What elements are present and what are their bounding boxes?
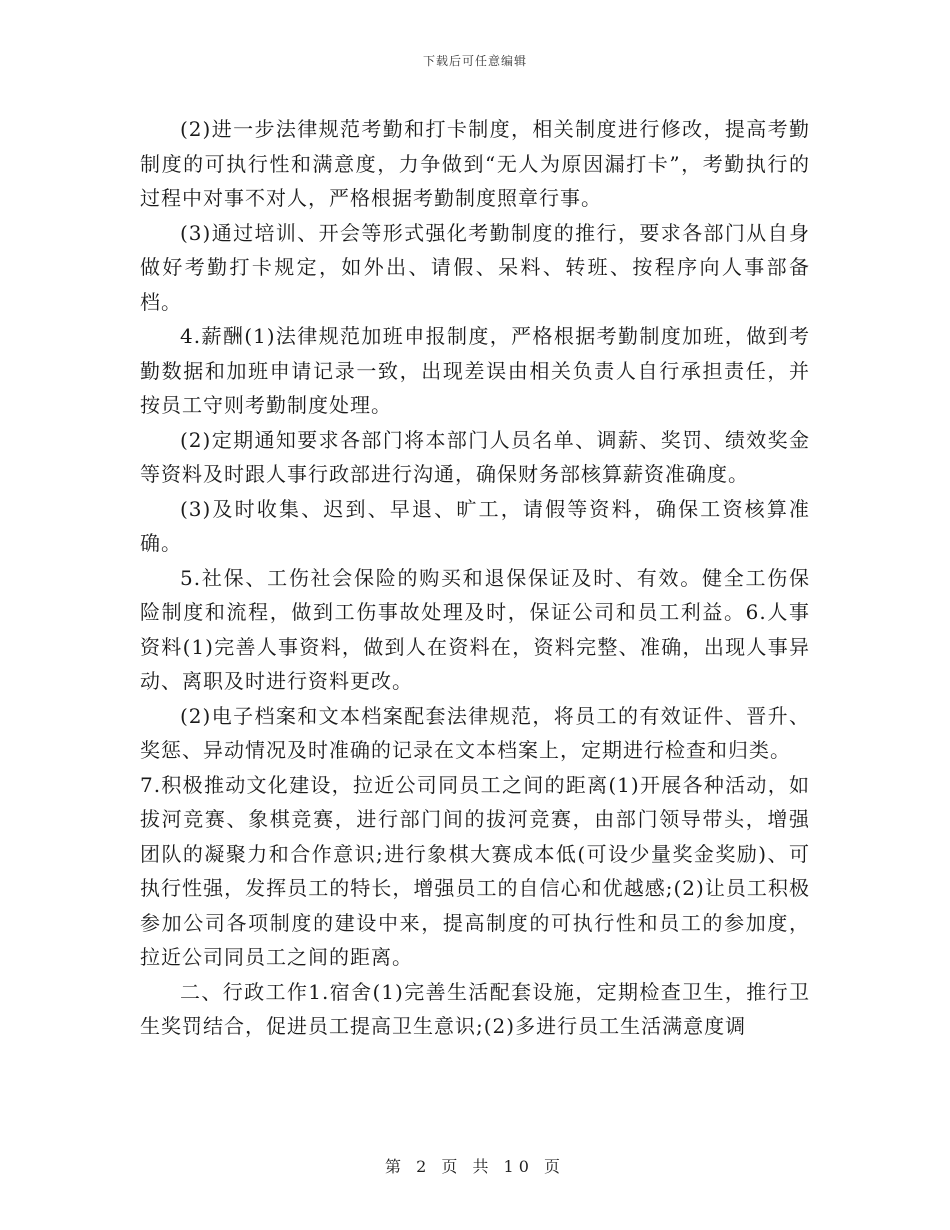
- paragraph-attendance-3: (3)通过培训、开会等形式强化考勤制度的推行，要求各部门从自身做好考勤打卡规定，如外出、请假、呆料、转班、按程序向人事部备档。: [140, 220, 810, 314]
- paragraph-culture: 7.积极推动文化建设，拉近公司同员工之间的距离(1)开展各种活动，如拔河竞赛、象棋竞赛，进行部门间的拔河竞赛，由部门领导带头，增强团队的凝聚力和合作意识;进行象棋大赛成本低(可设少量奖金奖励)、可执行性强，发挥员工的特长，增强员工的自信心和优越感;(2)让员工积极参加公司各项制度的建设中来，提高制度的可执行性和员工的参加度，拉近公司同员工之间的距离。: [140, 772, 810, 969]
- header-note: 下载后可任意编辑: [422, 54, 527, 68]
- paragraph-salary-3: (3)及时收集、迟到、早退、旷工，请假等资料，确保工资核算准确。: [140, 496, 810, 555]
- paragraph-attendance-2: (2)进一步法律规范考勤和打卡制度，相关制度进行修改，提高考勤制度的可执行性和满意度，力争做到“无人为原因漏打卡”，考勤执行的过程中对事不对人，严格根据考勤制度照章行事。: [140, 117, 810, 210]
- paragraph-salary-2: (2)定期通知要求各部门将本部门人员名单、调薪、奖罚、绩效奖金等资料及时跟人事行政部进行沟通，确保财务部核算薪资准确度。: [140, 427, 810, 486]
- paragraph-administration: 二、行政工作1.宿舍(1)完善生活配套设施，定期检查卫生，推行卫生奖罚结合，促进员工提高卫生意识;(2)多进行员工生活满意度调: [140, 979, 810, 1038]
- paragraph-archives: (2)电子档案和文本档案配套法律规范，将员工的有效证件、晋升、奖惩、异动情况及时准确的记录在文本档案上，定期进行检查和归类。: [140, 703, 810, 762]
- paragraph-social-insurance: 5.社保、工伤社会保险的购买和退保保证及时、有效。健全工伤保险制度和流程，做到工伤事故处理及时，保证公司和员工利益。6.人事资料(1)完善人事资料，做到人在资料在，资料完整、准确，出现人事异动、离职及时进行资料更改。: [140, 565, 810, 693]
- page-footer: [0, 1154, 950, 1177]
- document-body: [140, 112, 810, 1044]
- page-header: [0, 52, 950, 69]
- page-number: 第 2 页 共 10 页: [385, 1157, 565, 1176]
- paragraph-salary-1: 4.薪酬(1)法律规范加班申报制度，严格根据考勤制度加班，做到考勤数据和加班申请记录一致，出现差误由相关负责人自行承担责任，并按员工守则考勤制度处理。: [140, 324, 810, 417]
